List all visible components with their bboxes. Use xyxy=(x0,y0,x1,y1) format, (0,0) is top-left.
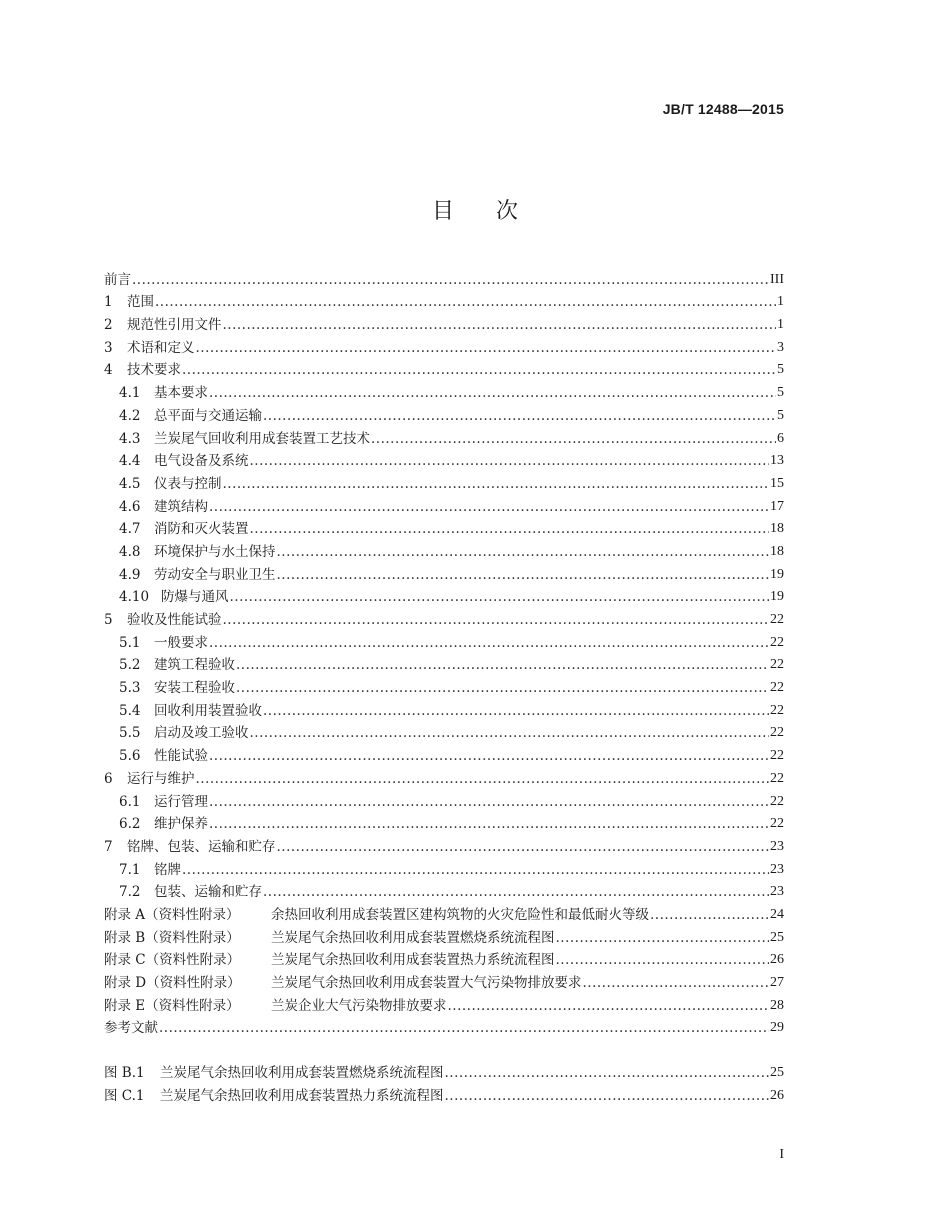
toc-entry-title: 兰炭尾气余热回收利用成套装置热力系统流程图 xyxy=(271,952,555,969)
toc-entry-title: 验收及性能试验 xyxy=(127,612,222,628)
toc-entry[interactable] xyxy=(104,288,784,311)
toc-entry[interactable] xyxy=(104,1014,784,1037)
toc-entry[interactable] xyxy=(104,265,784,288)
toc-entry-title: 建筑工程验收 xyxy=(154,657,235,674)
toc-entry-number: 5.4 xyxy=(119,702,141,719)
toc-entry-number: 4.7 xyxy=(119,521,141,538)
dot-leader xyxy=(209,635,769,651)
toc-entry-title: 兰炭尾气余热回收利用成套装置大气污染物排放要求 xyxy=(271,975,582,991)
toc-entry-number: 6.2 xyxy=(119,816,141,833)
dot-leader xyxy=(277,839,770,855)
toc-entry-page: 26 xyxy=(770,952,784,968)
toc-entry-title: 兰炭尾气余热回收利用成套装置燃烧系统流程图 xyxy=(271,929,555,946)
toc-entry-label xyxy=(104,1065,444,1081)
toc-entry-title: 术语和定义 xyxy=(127,339,195,356)
toc-entry[interactable] xyxy=(104,900,784,923)
toc-entry-label xyxy=(104,340,195,356)
toc-entry-number: 3 xyxy=(104,339,113,356)
toc-entry-label xyxy=(119,408,262,424)
dot-leader xyxy=(223,612,770,628)
toc-entry-title: 范围 xyxy=(127,294,154,311)
toc-entry-label xyxy=(119,816,208,832)
toc-entry[interactable] xyxy=(104,968,784,991)
toc-entry-label xyxy=(119,884,262,900)
toc-entry-page: 6 xyxy=(777,430,784,446)
toc-entry-number: 4.5 xyxy=(119,475,141,492)
toc-entry-title: 余热回收利用成套装置区建构筑物的火灾危险性和最低耐火等级 xyxy=(271,906,649,923)
toc-entry-label xyxy=(104,1088,444,1104)
dot-leader xyxy=(182,362,776,378)
toc-entry-page: 1 xyxy=(777,317,784,333)
dot-leader xyxy=(223,476,770,492)
toc-entry-number: 4.1 xyxy=(119,385,141,402)
toc-entry-page: 23 xyxy=(770,838,784,854)
toc-entry-label xyxy=(119,499,208,515)
toc-entry-title: 运行与维护 xyxy=(127,770,195,787)
toc-entry-number: 4.2 xyxy=(119,407,141,424)
dot-leader xyxy=(263,408,776,424)
toc-entry-page: 22 xyxy=(770,748,784,764)
toc-entry-page: 5 xyxy=(777,407,784,423)
toc-entry-number: 附录 A（资料性附录） xyxy=(104,906,240,923)
toc-entry-title: 铭牌 xyxy=(154,861,181,878)
dot-leader xyxy=(159,1020,769,1036)
toc-entry-page: 19 xyxy=(770,589,784,605)
toc-entry[interactable] xyxy=(104,651,784,674)
toc-entry-page: 22 xyxy=(770,657,784,673)
toc-entry-label xyxy=(119,862,181,878)
toc-entry-number: 6 xyxy=(104,770,113,787)
toc-entry[interactable] xyxy=(104,401,784,424)
toc-entry[interactable] xyxy=(104,719,784,742)
toc-entry-number: 5.1 xyxy=(119,634,141,651)
toc-entry-page: III xyxy=(770,271,784,287)
toc-entry-page: 22 xyxy=(770,612,784,627)
dot-leader xyxy=(236,680,769,696)
dot-leader xyxy=(371,431,776,447)
toc-entry-number: 1 xyxy=(104,294,113,311)
toc-entry-number: 5 xyxy=(104,612,113,628)
toc-entry-label xyxy=(119,476,222,492)
toc-entry-title: 安装工程验收 xyxy=(154,680,235,697)
toc-entry-label xyxy=(104,907,649,923)
toc-entry-number: 附录 C（资料性附录） xyxy=(104,952,241,969)
toc-entry-number: 图 C.1 xyxy=(104,1087,145,1104)
toc-entry-number: 7.2 xyxy=(119,884,141,901)
toc-entry-page: 23 xyxy=(770,861,784,877)
dot-leader xyxy=(209,748,769,764)
toc-entry[interactable] xyxy=(104,855,784,878)
dot-leader xyxy=(556,930,770,946)
toc-entry-label xyxy=(119,680,235,696)
toc-entry-title: 启动及竣工验收 xyxy=(154,725,249,742)
toc-entry-page: 3 xyxy=(777,339,784,355)
dot-leader xyxy=(445,1088,770,1104)
toc-entry-label xyxy=(104,930,555,946)
toc-entry-label xyxy=(104,612,222,628)
toc-entry-page: 15 xyxy=(770,475,784,491)
toc-entry-title: 兰炭尾气余热回收利用成套装置燃烧系统流程图 xyxy=(160,1065,444,1082)
toc-entry-page: 5 xyxy=(777,362,784,378)
dot-leader xyxy=(250,725,770,741)
dot-leader xyxy=(650,907,769,923)
toc-entry-title: 仪表与控制 xyxy=(154,475,222,492)
toc-entry-label xyxy=(104,1020,158,1036)
toc-entry-label xyxy=(119,748,208,764)
toc-entry[interactable] xyxy=(104,764,784,787)
toc-entry-title: 回收利用装置验收 xyxy=(154,702,262,719)
toc-entry[interactable] xyxy=(104,1081,784,1104)
toc-entry[interactable] xyxy=(104,810,784,833)
toc-entry-page: 22 xyxy=(770,816,784,832)
toc-entry-title: 参考文献 xyxy=(104,1020,158,1037)
toc-entry-page: 22 xyxy=(770,793,784,809)
toc-entry[interactable] xyxy=(104,447,784,470)
toc-entry-title: 总平面与交通运输 xyxy=(154,407,262,424)
toc-entry-number: 7.1 xyxy=(119,861,141,878)
toc-entry[interactable] xyxy=(104,832,784,855)
toc-entry[interactable] xyxy=(104,673,784,696)
toc-entry-title: 兰炭尾气回收利用成套装置工艺技术 xyxy=(154,430,370,447)
toc-entry-title: 电气设备及系统 xyxy=(154,453,249,470)
toc-entry[interactable] xyxy=(104,560,784,583)
toc-entry-number: 5.5 xyxy=(119,725,141,742)
toc-entry-label xyxy=(119,567,276,583)
toc-entry-number: 4.10 xyxy=(119,589,150,606)
toc-entry-page: 29 xyxy=(770,1020,784,1036)
toc-entry-title: 规范性引用文件 xyxy=(127,317,222,334)
toc-entry-label xyxy=(104,362,181,378)
toc-entry[interactable] xyxy=(104,356,784,379)
toc-entry-page: 27 xyxy=(770,975,784,990)
toc-entry-label xyxy=(119,657,235,673)
toc-entry[interactable] xyxy=(104,696,784,719)
toc-entry-number: 4.9 xyxy=(119,566,141,583)
toc-entry-label xyxy=(119,453,249,469)
toc-entry-number: 附录 D（资料性附录） xyxy=(104,975,241,991)
toc-entry[interactable] xyxy=(104,492,784,515)
toc-entry-label xyxy=(119,431,370,447)
dot-leader xyxy=(182,862,769,878)
toc-entry-title: 运行管理 xyxy=(154,793,208,810)
page-folio: I xyxy=(779,1147,784,1162)
toc-entry-page: 18 xyxy=(770,521,784,537)
toc-entry-label xyxy=(119,385,208,401)
toc-entry-label xyxy=(104,998,447,1014)
toc-entry-number: 4 xyxy=(104,362,113,379)
toc-entry-number: 附录 B（资料性附录） xyxy=(104,929,240,946)
toc-entry-label xyxy=(104,975,582,991)
toc-entry-page: 13 xyxy=(770,453,784,469)
toc-entry-title: 包装、运输和贮存 xyxy=(154,884,262,901)
toc-entry[interactable] xyxy=(104,946,784,969)
toc-entry-number: 4.6 xyxy=(119,498,141,515)
dot-leader xyxy=(250,521,770,537)
toc-entry-title: 一般要求 xyxy=(154,634,208,651)
toc-entry-page: 17 xyxy=(770,498,784,514)
dot-leader xyxy=(209,794,769,810)
toc-entry-title: 建筑结构 xyxy=(154,498,208,515)
toc-entry[interactable] xyxy=(104,741,784,764)
toc-entry-number: 5.3 xyxy=(119,680,141,697)
toc-entry-number: 图 B.1 xyxy=(104,1065,145,1082)
toc-entry[interactable] xyxy=(104,378,784,401)
page-title: 目次 xyxy=(431,199,560,224)
toc-entry[interactable] xyxy=(104,310,784,333)
toc-entry-label xyxy=(119,544,276,560)
dot-leader xyxy=(209,385,776,401)
toc-entry[interactable] xyxy=(104,537,784,560)
dot-leader xyxy=(445,1065,770,1081)
dot-leader xyxy=(230,589,770,605)
toc-entry-label xyxy=(119,589,229,605)
dot-leader xyxy=(196,340,777,356)
toc-entry-number: 5.2 xyxy=(119,657,141,674)
toc-entry-title: 基本要求 xyxy=(154,385,208,402)
toc-entry[interactable] xyxy=(104,605,784,628)
toc-entry[interactable] xyxy=(104,333,784,356)
dot-leader xyxy=(236,657,769,673)
toc-entry-title: 环境保护与水土保持 xyxy=(154,543,276,560)
dot-leader xyxy=(209,499,769,515)
toc-entry[interactable] xyxy=(104,787,784,810)
toc-entry-page: 26 xyxy=(770,1087,784,1103)
toc-entry-label xyxy=(104,317,222,333)
toc-entry-label xyxy=(104,771,195,787)
toc-entry-title: 维护保养 xyxy=(154,816,208,833)
toc-entry-page: 24 xyxy=(770,906,784,922)
toc-entry-number: 4.3 xyxy=(119,430,141,447)
toc-entry-title: 铭牌、包装、运输和贮存 xyxy=(127,838,276,855)
toc-entry-page: 22 xyxy=(770,770,784,786)
toc-entry-page: 23 xyxy=(770,884,784,900)
toc-entry[interactable] xyxy=(104,991,784,1014)
toc-entry-page: 22 xyxy=(770,702,784,718)
toc-entry-title: 兰炭企业大气污染物排放要求 xyxy=(271,997,447,1014)
toc-entry-number: 7 xyxy=(104,838,113,855)
toc-entry-title: 性能试验 xyxy=(154,748,208,765)
toc-entry-title: 前言 xyxy=(104,271,131,288)
toc-entry-page: 19 xyxy=(770,566,784,582)
dot-leader xyxy=(556,952,770,968)
dot-leader xyxy=(583,975,770,991)
toc-entry[interactable] xyxy=(104,628,784,651)
toc-entry-page: 22 xyxy=(770,634,784,650)
toc-entry-label xyxy=(104,839,276,855)
toc-entry[interactable] xyxy=(104,424,784,447)
toc-entry-page: 22 xyxy=(770,680,784,696)
dot-leader xyxy=(263,703,769,719)
dot-leader xyxy=(196,771,770,787)
toc-entry-number: 4.8 xyxy=(119,543,141,560)
dot-leader xyxy=(448,998,770,1014)
toc-entry[interactable] xyxy=(104,469,784,492)
toc-entry-page: 22 xyxy=(770,725,784,741)
toc-entry-label xyxy=(104,272,131,288)
toc-entry-page: 25 xyxy=(770,929,784,945)
toc-entry[interactable] xyxy=(104,583,784,606)
toc-entry-page: 18 xyxy=(770,543,784,559)
toc-entry-label xyxy=(119,725,249,741)
section-gap xyxy=(104,1036,784,1058)
toc-entry[interactable] xyxy=(104,515,784,538)
toc-entry-number: 2 xyxy=(104,317,113,334)
table-of-contents xyxy=(104,265,784,1104)
toc-entry-page: 28 xyxy=(770,997,784,1013)
toc-entry-label xyxy=(119,703,262,719)
toc-entry-label xyxy=(104,952,555,968)
toc-entry-title: 消防和灭火装置 xyxy=(154,521,249,538)
toc-entry-label xyxy=(119,521,249,537)
toc-entry-number: 5.6 xyxy=(119,748,141,765)
toc-entry[interactable] xyxy=(104,878,784,901)
dot-leader xyxy=(155,294,776,310)
toc-entry-page: 1 xyxy=(777,294,784,310)
toc-entry-number: 6.1 xyxy=(119,793,141,810)
toc-entry-page: 5 xyxy=(777,385,784,401)
toc-entry-page: 25 xyxy=(770,1065,784,1081)
dot-leader xyxy=(263,884,769,900)
dot-leader xyxy=(209,816,769,832)
toc-entry-title: 兰炭尾气余热回收利用成套装置热力系统流程图 xyxy=(160,1087,444,1104)
toc-entry-number: 4.4 xyxy=(119,453,141,470)
toc-entry-title: 技术要求 xyxy=(127,362,181,379)
toc-entry-label xyxy=(104,294,154,310)
toc-entry-number: 附录 E（资料性附录） xyxy=(104,997,240,1014)
standard-number: JB/T 12488—2015 xyxy=(662,101,784,117)
toc-entry-label xyxy=(119,635,208,651)
dot-leader xyxy=(277,544,770,560)
dot-leader xyxy=(223,317,777,333)
toc-entry[interactable] xyxy=(104,923,784,946)
toc-entry-label xyxy=(119,794,208,810)
dot-leader xyxy=(132,272,769,288)
toc-entry-title: 防爆与通风 xyxy=(161,589,229,606)
toc-entry[interactable] xyxy=(104,1058,784,1081)
dot-leader xyxy=(277,567,770,583)
toc-entry-title: 劳动安全与职业卫生 xyxy=(154,566,276,583)
dot-leader xyxy=(250,453,770,469)
